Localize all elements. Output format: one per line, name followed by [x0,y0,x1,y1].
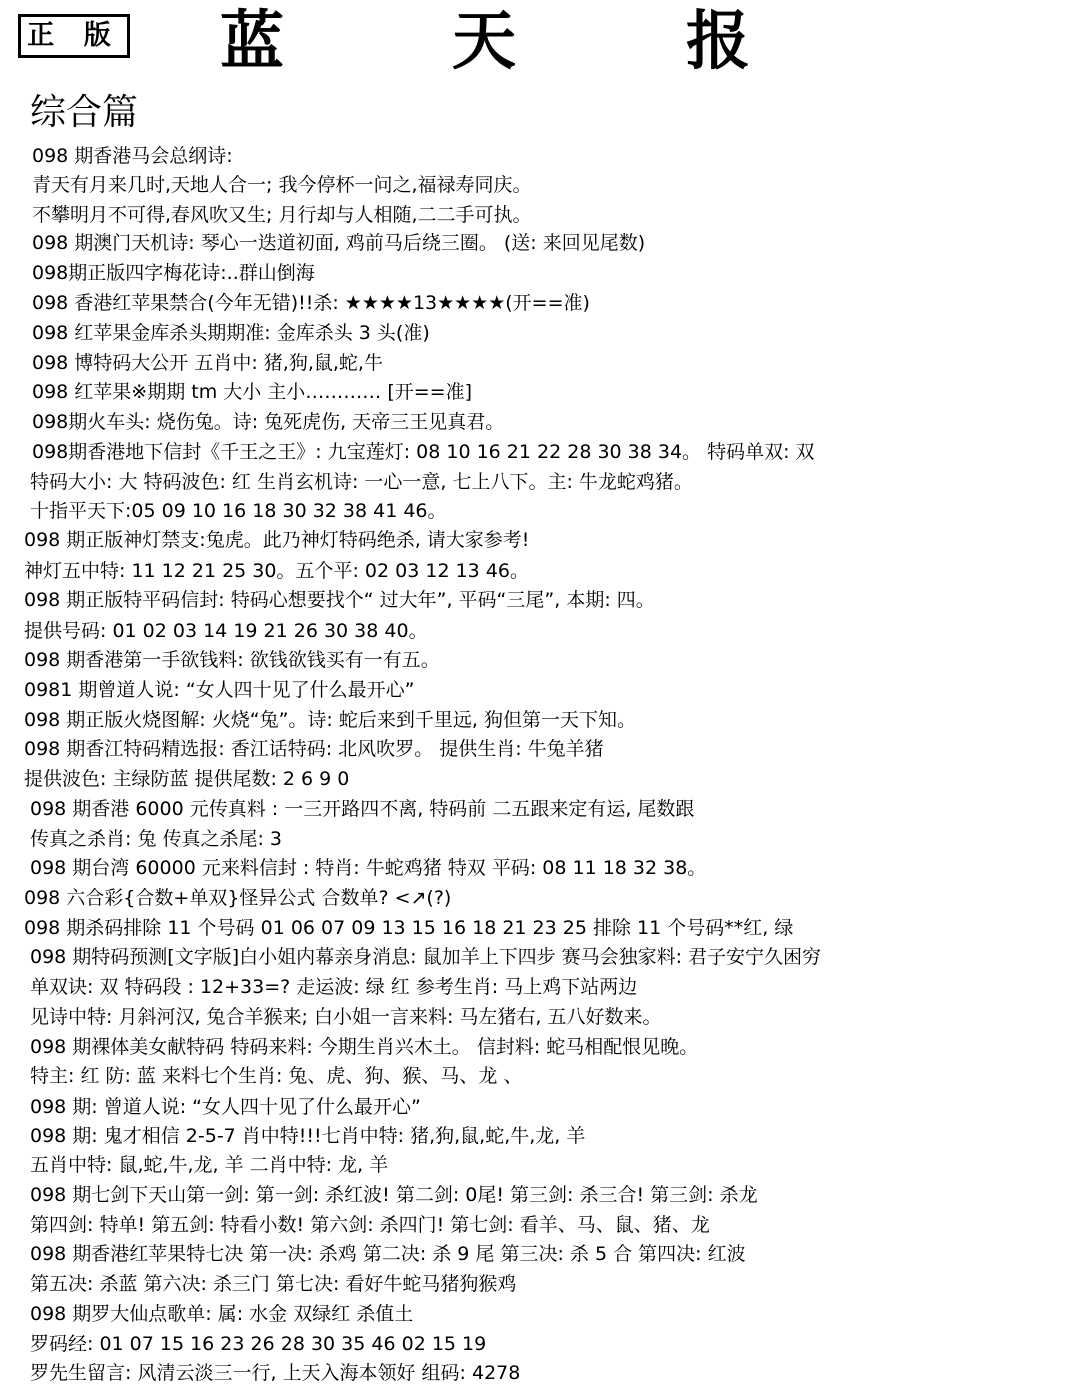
text-line: 098期正版四字梅花诗:..群山倒海 [32,262,315,284]
text-line: 098 期香江特码精选报: 香江话特码: 北风吹罗。 提供生肖: 牛兔羊猪 [24,738,604,760]
text-line: 提供号码: 01 02 03 14 19 21 26 30 38 40。 [24,620,428,642]
text-line: 第四剑: 特单! 第五剑: 特看小数! 第六剑: 杀四门! 第七剑: 看羊、马、鼠、猪、龙 [30,1214,710,1236]
text-line: 098 期裸体美女献特码 特码来料: 今期生肖兴木土。 信封料: 蛇马相配恨见晚。 [30,1036,699,1058]
text-line: 第五决: 杀蓝 第六决: 杀三门 第七决: 看好牛蛇马猪狗猴鸡 [30,1273,517,1295]
masthead-char-1: 蓝 [220,4,284,79]
text-line: 罗码经: 01 07 15 16 23 26 28 30 35 46 02 15 19 [30,1333,487,1355]
text-line: 098 期杀码排除 11 个号码 01 06 07 09 13 15 16 18 21 23 25 排除 11 个号码**红, 绿 [24,917,794,939]
text-line: 098 红苹果金库杀头期期准: 金库杀头 3 头(准) [32,322,430,344]
masthead-char-2: 天 [452,4,516,79]
text-line: 098 期正版神灯禁支:兔虎。此乃神灯特码绝杀, 请大家参考! [24,529,530,551]
text-line: 罗先生留言: 风清云淡三一行, 上天入海本领好 组码: 4278 [30,1362,521,1384]
text-line: 098 期特码预测[文字版]白小姐内幕亲身消息: 鼠加羊上下四步 赛马会独家料: 君子安宁久困穷 [30,946,822,968]
text-line: 098 香港红苹果禁合(今年无错)!!杀: ★★★★13★★★★(开==准) [32,292,590,314]
text-line: 十指平天下:05 09 10 16 18 30 32 38 41 46。 [30,500,447,522]
masthead-char-3: 报 [686,4,750,79]
text-line: 见诗中特: 月斜河汉, 兔合羊猴来; 白小姐一言来料: 马左猪右, 五八好数来。 [30,1006,662,1028]
text-line: 神灯五中特: 11 12 21 25 30。五个平: 02 03 12 13 46。 [24,560,529,582]
text-line: 098 期: 曾道人说: “女人四十见了什么最开心” [30,1096,421,1118]
text-line: 098 期台湾 60000 元来料信封 : 特肖: 牛蛇鸡猪 特双 平码: 08 11 18 32 38。 [30,857,707,879]
text-line: 098 期正版火烧图解: 火烧“兔”。诗: 蛇后来到千里远, 狗但第一天下知。 [24,709,636,731]
text-line: 特码大小: 大 特码波色: 红 生肖玄机诗: 一心一意, 七上八下。主: 牛龙蛇鸡猪。 [30,471,693,493]
text-line: 098 期: 鬼才相信 2-5-7 肖中特!!!七肖中特: 猪,狗,鼠,蛇,牛,龙, 羊 [30,1125,586,1147]
text-line: 特主: 红 防: 蓝 来料七个生肖: 兔、虎、狗、猴、马、龙 、 [30,1065,523,1087]
text-line: 098 期香港 6000 元传真料 : 一三开路四不离, 特码前 二五跟来定有运, 尾数跟 [30,798,695,820]
text-line: 不攀明月不可得,春风吹又生; 月行却与人相随,二二手可执。 [32,204,532,226]
text-line: 098 期罗大仙点歌单: 属: 水金 双绿红 杀值土 [30,1303,414,1325]
text-line: 098 博特码大公开 五肖中: 猪,狗,鼠,蛇,牛 [32,352,383,374]
text-line: 提供波色: 主绿防蓝 提供尾数: 2 6 9 0 [24,768,350,790]
text-line: 五肖中特: 鼠,蛇,牛,龙, 羊 二肖中特: 龙, 羊 [30,1154,389,1176]
text-line: 098 期香港红苹果特七决 第一决: 杀鸡 第二决: 杀 9 尾 第三决: 杀 5 合 第四决: 红波 [30,1243,746,1265]
text-line: 098 期香港第一手欲钱料: 欲钱欲钱买有一有五。 [24,649,440,671]
text-line: 0981 期曾道人说: “女人四十见了什么最开心” [24,679,415,701]
text-line: 098 期七剑下天山第一剑: 第一剑: 杀红波! 第二剑: 0尾! 第三剑: 杀三合! 第三剑: 杀龙 [30,1184,758,1206]
section-title: 综合篇 [30,92,139,133]
text-line: 098期香港地下信封《千王之王》: 九宝莲灯: 08 10 16 21 22 28 30 38 34。 特码单双: 双 [32,441,815,463]
text-line: 098 期香港马会总纲诗: [32,145,233,167]
text-line: 青天有月来几时,天地人合一; 我今停杯一问之,福禄寿同庆。 [32,174,532,196]
genuine-edition-badge: 正 版 [18,14,130,58]
text-line: 098 六合彩{合数+单双}怪异公式 合数单? <↗(?) [24,887,452,909]
text-line: 098 期正版特平码信封: 特码心想要找个“ 过大年”, 平码“三尾”, 本期: 四。 [24,589,655,611]
text-line: 单双诀: 双 特码段 : 12+33=? 走运波: 绿 红 参考生肖: 马上鸡下站两边 [30,976,638,998]
text-line: 098 期澳门天机诗: 琴心一迭道初面, 鸡前马后绕三圈。 (送: 来回见尾数) [32,232,646,254]
text-line: 098期火车头: 烧伤兔。诗: 兔死虎伤, 天帝三王见真君。 [32,411,505,433]
text-line: 传真之杀肖: 兔 传真之杀尾: 3 [30,828,283,850]
text-line: 098 红苹果※期期 tm 大小 主小………… [开==准] [32,381,473,403]
